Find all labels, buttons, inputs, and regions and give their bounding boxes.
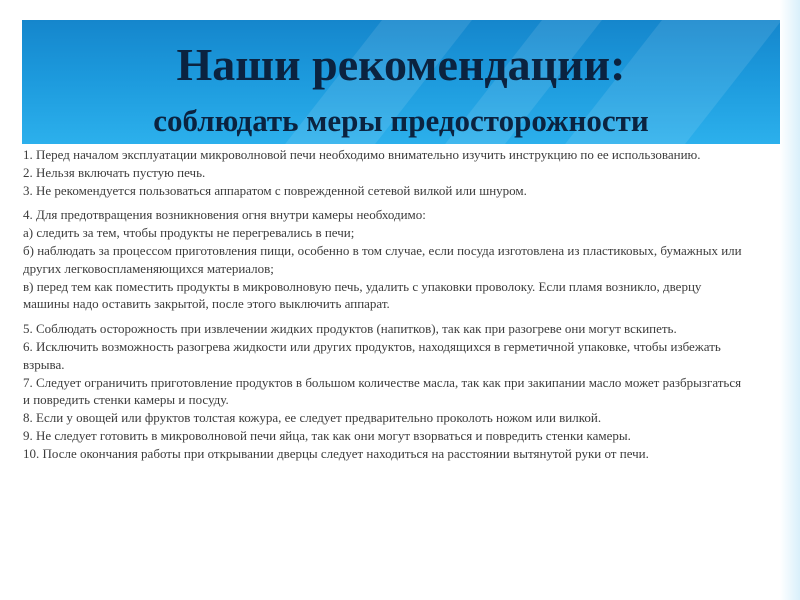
recommendation-item: 3. Не рекомендуется пользоваться аппаратом с поврежденной сетевой вилкой или шнуром.: [23, 182, 527, 198]
recommendation-block-2: [23, 206, 748, 313]
recommendation-subitem: в) перед тем как поместить продукты в микроволновую печь, удалить с упаковки проволоку. Если пламя возникло, дверцу машины надо оставить закрытой, после этого выключить аппарат.: [23, 278, 702, 312]
slide-title: Наши рекомендации:: [176, 39, 626, 90]
recommendation-item: 9. Не следует готовить в микроволновой печи яйца, так как они могут взорваться и повредить стенки камеры.: [23, 427, 631, 443]
recommendation-item: 4. Для предотвращения возникновения огня внутри камеры необходимо:: [23, 207, 426, 223]
slide-subtitle: соблюдать меры предосторожности: [153, 103, 649, 138]
recommendation-item: 8. Если у овощей или фруктов толстая кожура, ее следует предварительно проколоть ножом или вилкой.: [23, 410, 602, 426]
recommendation-item: 5. Соблюдать осторожность при извлечении жидких продуктов (напитков), так как при разогреве они могут вскипеть.: [23, 321, 677, 337]
recommendation-item: 2. Нельзя включать пустую печь.: [23, 164, 206, 180]
recommendations-text: [23, 146, 748, 470]
recommendation-subitem: а) следить за тем, чтобы продукты не перегревались в печи;: [23, 225, 355, 241]
recommendation-item: 10. После окончания работы при открывании дверцы следует находиться на расстоянии вытянутой руки от печи.: [23, 445, 649, 461]
title-banner: [22, 20, 780, 144]
recommendation-subitem: б) наблюдать за процессом приготовления пищи, особенно в том случае, если посуда изготовлена из пластиковых, бумажных или других легковоспламеняющихся материалов;: [23, 242, 742, 276]
recommendation-item: 7. Следует ограничить приготовление продуктов в большом количестве масла, так как при закипании масло может разбрызгаться и повредить стенки камеры и посуду.: [23, 374, 742, 408]
right-edge-decoration: [780, 0, 800, 600]
recommendation-item: 6. Исключить возможность разогрева жидкости или других продуктов, находящихся в герметичной упаковке, чтобы избежать взрыва.: [23, 338, 721, 372]
recommendation-item: 1. Перед началом эксплуатации микроволновой печи необходимо внимательно изучить инструкцию по ее использованию.: [23, 147, 701, 162]
recommendation-block-1: [23, 146, 748, 199]
recommendation-block-3: [23, 320, 748, 462]
